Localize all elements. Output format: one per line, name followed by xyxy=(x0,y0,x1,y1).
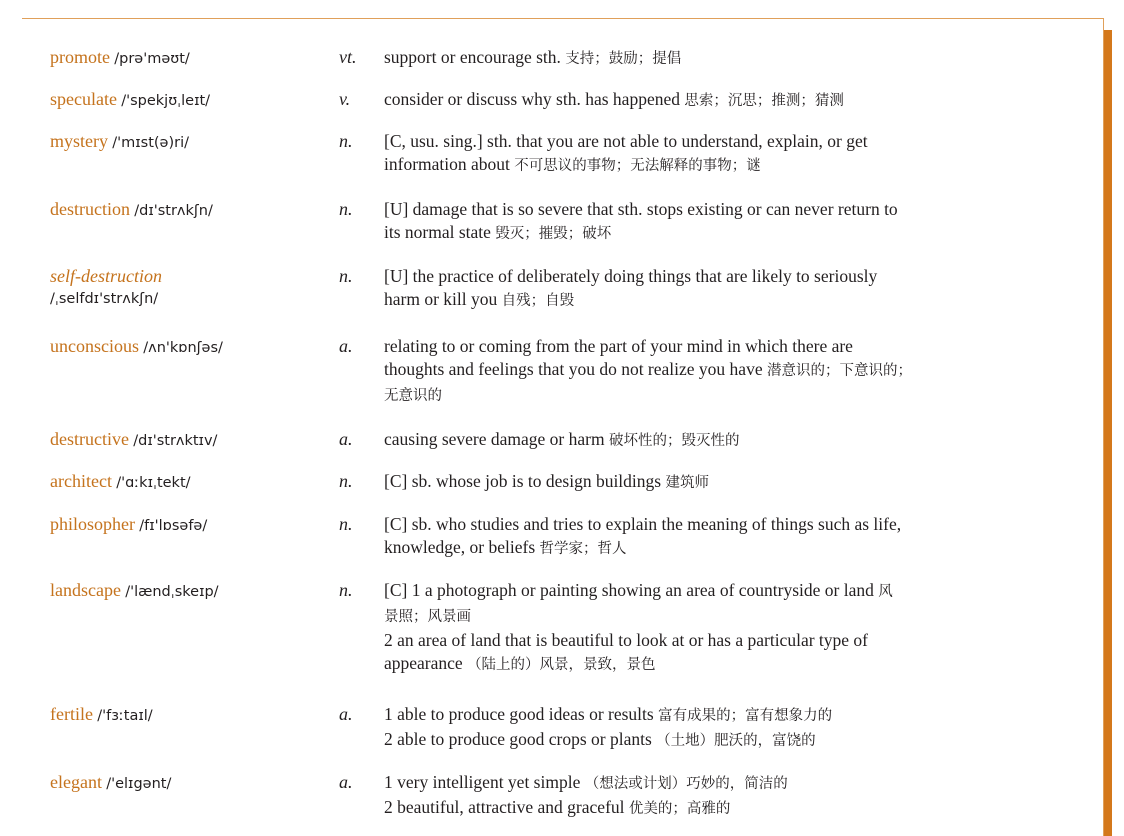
definition-english: knowledge, or beliefs xyxy=(384,537,540,557)
definition xyxy=(384,88,1054,113)
headword: landscape xyxy=(50,580,121,600)
definition-line xyxy=(384,579,1054,604)
definition-line xyxy=(384,428,1054,453)
definition-english: [C] 1 a photograph or painting showing an area of countryside or land xyxy=(384,580,879,600)
definition-chinese: 自残；自毁 xyxy=(501,293,575,309)
definition xyxy=(384,265,1054,313)
definition-line xyxy=(384,652,1054,677)
definition-english: [U] the practice of deliberately doing things that are likely to seriously xyxy=(384,266,878,286)
definition xyxy=(384,771,1054,821)
definition-english: 1 able to produce good ideas or results xyxy=(384,704,659,724)
headword: mystery xyxy=(50,131,108,151)
definition-line xyxy=(384,46,1054,71)
pronunciation: /ʌn'kɒnʃəs/ xyxy=(143,340,223,356)
definition xyxy=(384,428,1054,453)
part-of-speech: a. xyxy=(339,429,353,449)
definition-line xyxy=(384,88,1054,113)
definition-line xyxy=(384,358,1054,383)
definition-english: 1 very intelligent yet simple xyxy=(384,772,585,792)
entry-word-column xyxy=(50,265,335,311)
definition-line xyxy=(384,153,1054,178)
definition-english: thoughts and feelings that you do not realize you have xyxy=(384,359,767,379)
definition-english: appearance xyxy=(384,653,468,673)
headword: unconscious xyxy=(50,336,139,356)
definition-english: information about xyxy=(384,154,515,174)
pronunciation: /dɪ'strʌktɪv/ xyxy=(133,433,218,449)
definition-chinese: 无意识的 xyxy=(384,388,442,404)
part-of-speech: n. xyxy=(339,471,353,491)
definition-chinese: 毁灭；摧毁；破坏 xyxy=(495,226,612,242)
part-of-speech: a. xyxy=(339,336,353,356)
definition-chinese: 破坏性的；毁灭性的 xyxy=(608,433,740,449)
part-of-speech: n. xyxy=(339,580,353,600)
definition-chinese: （陆上的）风景，景致，景色 xyxy=(467,657,656,673)
definition xyxy=(384,335,1054,408)
definition-line xyxy=(384,335,1054,358)
definition-english: harm or kill you xyxy=(384,289,502,309)
headword: speculate xyxy=(50,89,117,109)
definition-chinese: （土地）肥沃的，富饶的 xyxy=(656,733,816,749)
definition-chinese: 不可思议的事物；无法解释的事物；谜 xyxy=(514,158,761,174)
headword: architect xyxy=(50,471,112,491)
headword: elegant xyxy=(50,772,102,792)
entry-word-column xyxy=(50,198,335,223)
headword: self-destruction xyxy=(50,266,162,286)
definition-english: causing severe damage or harm xyxy=(384,429,609,449)
pronunciation: /ˌselfdɪ'strʌkʃn/ xyxy=(50,291,159,307)
definition-chinese: （想法或计划）巧妙的，简洁的 xyxy=(584,776,788,792)
definition-line xyxy=(384,221,1054,246)
headword: philosopher xyxy=(50,514,135,534)
definition-line xyxy=(384,771,1054,796)
definition-chinese: 思索；沉思；推测；猜测 xyxy=(684,93,844,109)
pronunciation: /dɪ'strʌkʃn/ xyxy=(134,203,213,219)
definition-english: relating to or coming from the part of your mind in which there are xyxy=(384,336,853,356)
definition-line xyxy=(384,288,1054,313)
definition-line xyxy=(384,513,1054,536)
definition xyxy=(384,513,1054,561)
pronunciation: /'spekjʊˌleɪt/ xyxy=(121,93,211,109)
definition xyxy=(384,470,1054,495)
definition-chinese: 支持；鼓励；提倡 xyxy=(565,51,682,67)
definition-english: consider or discuss why sth. has happened xyxy=(384,89,685,109)
entry-word-column xyxy=(50,335,335,360)
definition-line xyxy=(384,796,1054,821)
entry-word-column xyxy=(50,88,335,113)
pronunciation: /prə'məʊt/ xyxy=(114,51,190,67)
part-of-speech: n. xyxy=(339,199,353,219)
definition-chinese: 潜意识的；下意识的； xyxy=(766,363,912,379)
part-of-speech: n. xyxy=(339,514,353,534)
pronunciation: /'elɪgənt/ xyxy=(106,776,172,792)
definition xyxy=(384,579,1054,677)
definition-line xyxy=(384,470,1054,495)
definition-line xyxy=(384,198,1054,221)
definition-chinese: 建筑师 xyxy=(665,475,709,491)
definition-english: [C] sb. whose job is to design buildings xyxy=(384,471,666,491)
entry-word-column xyxy=(50,579,335,604)
headword: destruction xyxy=(50,199,130,219)
definition-line xyxy=(384,629,1054,652)
definition-line xyxy=(384,728,1054,753)
definition xyxy=(384,130,1054,178)
definition-line xyxy=(384,130,1054,153)
entry-word-column xyxy=(50,513,335,538)
definition-line xyxy=(384,536,1054,561)
definition-english: [C, usu. sing.] sth. that you are not able to understand, explain, or get xyxy=(384,131,868,151)
entry-word-column xyxy=(50,703,335,728)
definition-english: 2 able to produce good crops or plants xyxy=(384,729,657,749)
entry-word-column xyxy=(50,46,335,71)
pronunciation: /'mɪst(ə)ri/ xyxy=(112,135,189,151)
part-of-speech: vt. xyxy=(339,47,357,67)
definition-chinese: 哲学家；哲人 xyxy=(539,541,627,557)
entry-word-column xyxy=(50,470,335,495)
definition-english: [C] sb. who studies and tries to explain the meaning of things such as life, xyxy=(384,514,902,534)
part-of-speech: n. xyxy=(339,266,353,286)
pronunciation: /'ɑːkɪˌtekt/ xyxy=(116,475,191,491)
definition-english: its normal state xyxy=(384,222,496,242)
pronunciation: /'fɜːtaɪl/ xyxy=(97,708,153,724)
definition-chinese: 优美的；高雅的 xyxy=(628,801,731,817)
headword: promote xyxy=(50,47,110,67)
entry-word-column xyxy=(50,130,335,155)
entry-word-column xyxy=(50,771,335,796)
definition-line xyxy=(384,265,1054,288)
entry-word-column xyxy=(50,428,335,453)
headword: fertile xyxy=(50,704,93,724)
definition-line xyxy=(384,383,1054,408)
page-edge-color-bar xyxy=(1104,30,1112,836)
part-of-speech: a. xyxy=(339,704,353,724)
part-of-speech: v. xyxy=(339,89,351,109)
pronunciation: /'lændˌskeɪp/ xyxy=(125,584,219,600)
definition-english: 2 an area of land that is beautiful to look at or has a particular type of xyxy=(384,630,868,650)
pronunciation: /fɪ'lɒsəfə/ xyxy=(139,518,208,534)
definition-chinese: 景照；风景画 xyxy=(384,609,471,625)
page-frame-top-rule xyxy=(22,18,1103,19)
definition-line xyxy=(384,604,1054,629)
definition xyxy=(384,198,1054,246)
definition xyxy=(384,703,1054,753)
part-of-speech: n. xyxy=(339,131,353,151)
headword: destructive xyxy=(50,429,129,449)
definition-english: [U] damage that is so severe that sth. stops existing or can never return to xyxy=(384,199,898,219)
definition xyxy=(384,46,1054,71)
definition-chinese: 风 xyxy=(878,584,893,600)
part-of-speech: a. xyxy=(339,772,353,792)
definition-english: 2 beautiful, attractive and graceful xyxy=(384,797,629,817)
definition-chinese: 富有成果的；富有想象力的 xyxy=(658,708,833,724)
definition-english: support or encourage sth. xyxy=(384,47,566,67)
definition-line xyxy=(384,703,1054,728)
